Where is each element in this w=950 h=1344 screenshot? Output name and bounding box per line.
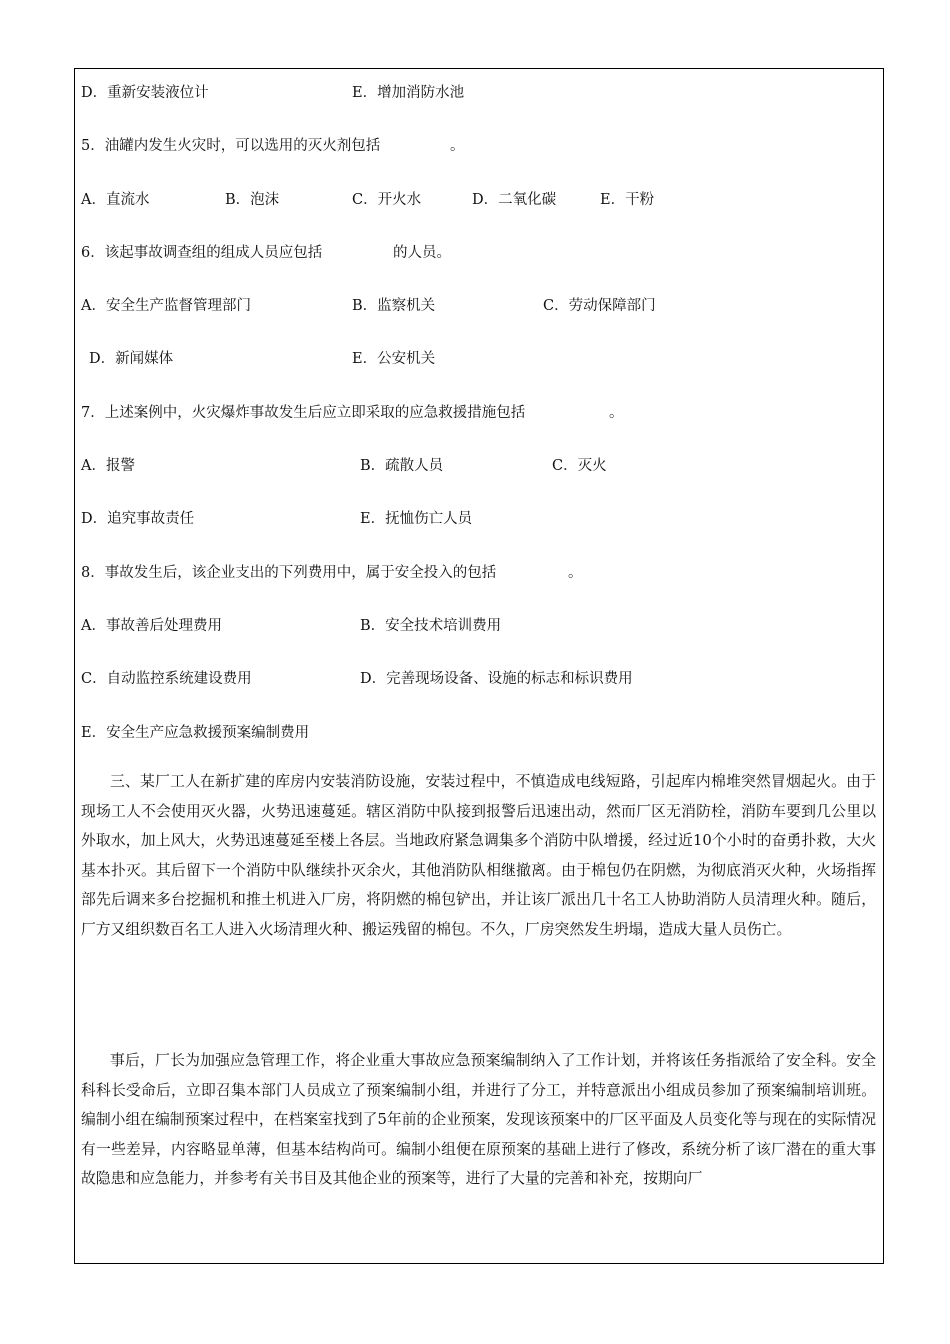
q4-option-d: D．重新安装液位计 bbox=[81, 85, 209, 101]
q7-options-row-2 bbox=[0, 510, 950, 528]
q5-stem-text: 5．油罐内发生火灾时，可以选用的灭火剂包括 bbox=[81, 138, 381, 154]
q6-stem bbox=[0, 244, 950, 262]
q7-option-c: C．灭火 bbox=[552, 458, 607, 474]
q7-option-d: D．追究事故责任 bbox=[81, 511, 195, 527]
q6-option-a: A．安全生产监督管理部门 bbox=[81, 298, 251, 314]
q6-options-row-1 bbox=[0, 297, 950, 315]
q8-options-row-1 bbox=[0, 617, 950, 635]
q5-option-a: A．直流水 bbox=[81, 192, 150, 208]
q5-stem-end: 。 bbox=[450, 138, 465, 154]
q7-stem bbox=[0, 404, 950, 422]
aftermath-paragraph: 事后，厂长为加强应急管理工作，将企业重大事故应急预案编制纳入了工作计划，并将该任务指派给了安全科。安全科科长受命后，立即召集本部门人员成立了预案编制小组，并进行了分工，并特意派出小组成员参加了预案编制培训班。编制小组在编制预案过程中，在档案室找到了5年前的企业预案，发现该预案中的厂区平面及人员变化等与现在的实际情况有一些差异，内容略显单薄，但基本结构尚可。编制小组便在原预案的基础上进行了修改，系统分析了该厂潜在的重大事故隐患和应急能力，并参考有关书目及其他企业的预案等，进行了大量的完善和补充，按期向厂 bbox=[81, 1052, 876, 1187]
q8-option-d: D．完善现场设备、设施的标志和标识费用 bbox=[360, 671, 633, 687]
q4-option-e: E．增加消防水池 bbox=[352, 85, 465, 101]
q8-options-row-2 bbox=[0, 670, 950, 688]
q7-stem-text: 7．上述案例中，火灾爆炸事故发生后应立即采取的应急救援措施包括 bbox=[81, 405, 526, 421]
q6-option-d: D．新闻媒体 bbox=[89, 351, 174, 367]
q6-option-c: C．劳动保障部门 bbox=[543, 298, 656, 314]
q4-options-row bbox=[0, 84, 950, 102]
q6-stem-text: 6．该起事故调查组的组成人员应包括 bbox=[81, 245, 323, 261]
q8-option-b: B．安全技术培训费用 bbox=[360, 618, 502, 634]
q7-stem-end: 。 bbox=[609, 405, 624, 421]
q5-options-row bbox=[0, 191, 950, 209]
q7-options-row-1 bbox=[0, 457, 950, 475]
q8-stem-text: 8．事故发生后，该企业支出的下列费用中，属于安全投入的包括 bbox=[81, 565, 497, 581]
case-three-paragraph: 三、某厂工人在新扩建的库房内安装消防设施，安装过程中，不慎造成电线短路，引起库内棉堆突然冒烟起火。由于现场工人不会使用灭火器，火势迅速蔓延。辖区消防中队接到报警后迅速出动，然而厂区无消防栓，消防车要到几公里以外取水，加上风大，火势迅速蔓延至楼上各层。当地政府紧急调集多个消防中队增援，经过近10个小时的奋勇扑救，大火基本扑灭。其后留下一个消防中队继续扑灭余火，其他消防队相继撤离。由于棉包仍在阴燃，为彻底消灭火种，火场指挥部先后调来多台挖掘机和推土机进入厂房，将阴燃的棉包铲出，并让该厂派出几十名工人协助消防人员清理火种。随后，厂方又组织数百名工人进入火场清理火种、搬运残留的棉包。不久，厂房突然发生坍塌，造成大量人员伤亡。 bbox=[81, 773, 876, 938]
q8-stem bbox=[0, 564, 950, 582]
q8-options-row-3 bbox=[0, 724, 950, 742]
q8-option-e: E．安全生产应急救援预案编制费用 bbox=[81, 725, 310, 741]
q6-option-e: E．公安机关 bbox=[352, 351, 436, 367]
q8-option-a: A．事故善后处理费用 bbox=[81, 618, 222, 634]
q7-option-a: A．报警 bbox=[81, 458, 135, 474]
q6-stem-end: 的人员。 bbox=[393, 245, 451, 261]
q5-stem bbox=[0, 137, 950, 155]
q5-option-e: E．干粉 bbox=[600, 192, 655, 208]
q8-stem-end: 。 bbox=[568, 565, 583, 581]
q7-option-b: B．疏散人员 bbox=[360, 458, 444, 474]
q6-options-row-2 bbox=[0, 350, 950, 368]
q5-option-b: B．泡沫 bbox=[225, 192, 280, 208]
q5-option-c: C．开火水 bbox=[352, 192, 422, 208]
q6-option-b: B．监察机关 bbox=[352, 298, 436, 314]
q5-option-d: D．二氧化碳 bbox=[472, 192, 557, 208]
q7-option-e: E．抚恤伤亡人员 bbox=[360, 511, 473, 527]
q8-option-c: C．自动监控系统建设费用 bbox=[81, 671, 252, 687]
